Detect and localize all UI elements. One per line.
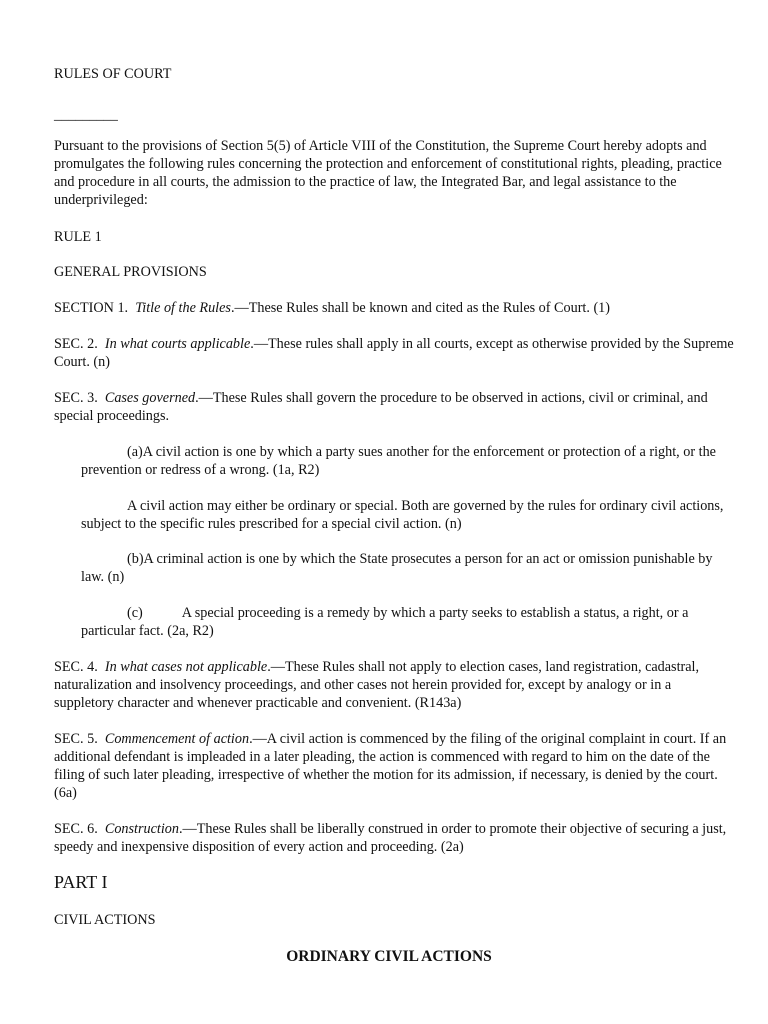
section-title: Commencement of action [104,731,250,747]
section-6 [54,820,734,856]
section-3 [54,389,734,425]
section-text: .—These rules shall apply in all courts, except as otherwise provided by the Supreme Court. (n) [54,336,734,370]
section-title: Title of the Rules [135,300,231,316]
section-3c-label: (c) [127,605,143,621]
section-label: SECTION 1. [54,300,129,316]
section-3a-paragraph: (a)A civil action is one by which a party sues another for the enforcement or protection of a right, or the prevention or redress of a wrong. (1a, R2) [81,444,716,478]
section-label: SEC. 6. [54,821,98,837]
section-text: .—A civil action is commenced by the filing of the original complaint in court. If an additional defendant is impleaded in a later pleading, the action is commenced with regard to him on the date of the filing of such later pleading, irrespective of whether the motion for its admission, if necessary, is denied by the court. (6a) [54,731,727,801]
preamble-paragraph: Pursuant to the provisions of Section 5(5) of Article VIII of the Constitution, the Supreme Court hereby adopts and promulgates the following rules concerning the protection and enforcement of constitutional rights, pleading, practice and procedure in all courts, the admission to the practice of law, the Integrated Bar, and legal assistance to the underprivileged: [54,138,722,208]
section-text: .—These Rules shall be liberally construed in order to promote their objective of securing a just, speedy and inexpensive disposition of every action and proceeding. (2a) [54,821,727,855]
section-label: SEC. 5. [54,731,98,747]
section-title: Construction [104,821,179,837]
section-4 [54,658,734,712]
document-heading: RULES OF COURT [54,66,172,82]
section-2 [54,335,734,371]
section-3a-note: A civil action may either be ordinary or special. Both are governed by the rules for ordinary civil actions, subject to the specific rules prescribed for a special civil action. (n) [81,498,724,532]
section-title: In what cases not applicable [104,659,268,675]
section-label: SEC. 2. [54,336,98,352]
section-title: In what courts applicable [104,336,251,352]
section-title: Cases governed [104,390,196,406]
part-heading: PART I [54,872,108,892]
section-5 [54,730,734,802]
section-3c-text: A special proceeding is a remedy by which a party seeks to establish a status, a right, or a particular fact. (2a, R2) [81,605,689,639]
section-label: SEC. 4. [54,659,98,675]
rule-title: GENERAL PROVISIONS [54,264,207,280]
section-1 [54,299,734,317]
section-label: SEC. 3. [54,390,98,406]
section-text: .—These Rules shall be known and cited as the Rules of Court. (1) [230,300,610,316]
section-3c-paragraph [81,604,731,640]
section-text: .—These Rules shall not apply to election cases, land registration, cadastral, naturalization and insolvency proceedings, and other cases not herein provided for, except by analogy or in a suppletory character and whenever practicable and convenient. (R143a) [54,659,700,711]
section-text: .—These Rules shall govern the procedure to be observed in actions, civil or criminal, and special proceedings. [54,390,708,424]
rule-number: RULE 1 [54,229,102,245]
ordinary-civil-actions-heading: ORDINARY CIVIL ACTIONS [286,948,492,965]
part-title: CIVIL ACTIONS [54,912,156,928]
separator-line: _________ [54,107,118,123]
section-3b-paragraph: (b)A criminal action is one by which the State prosecutes a person for an act or omission punishable by law. (n) [81,551,713,585]
